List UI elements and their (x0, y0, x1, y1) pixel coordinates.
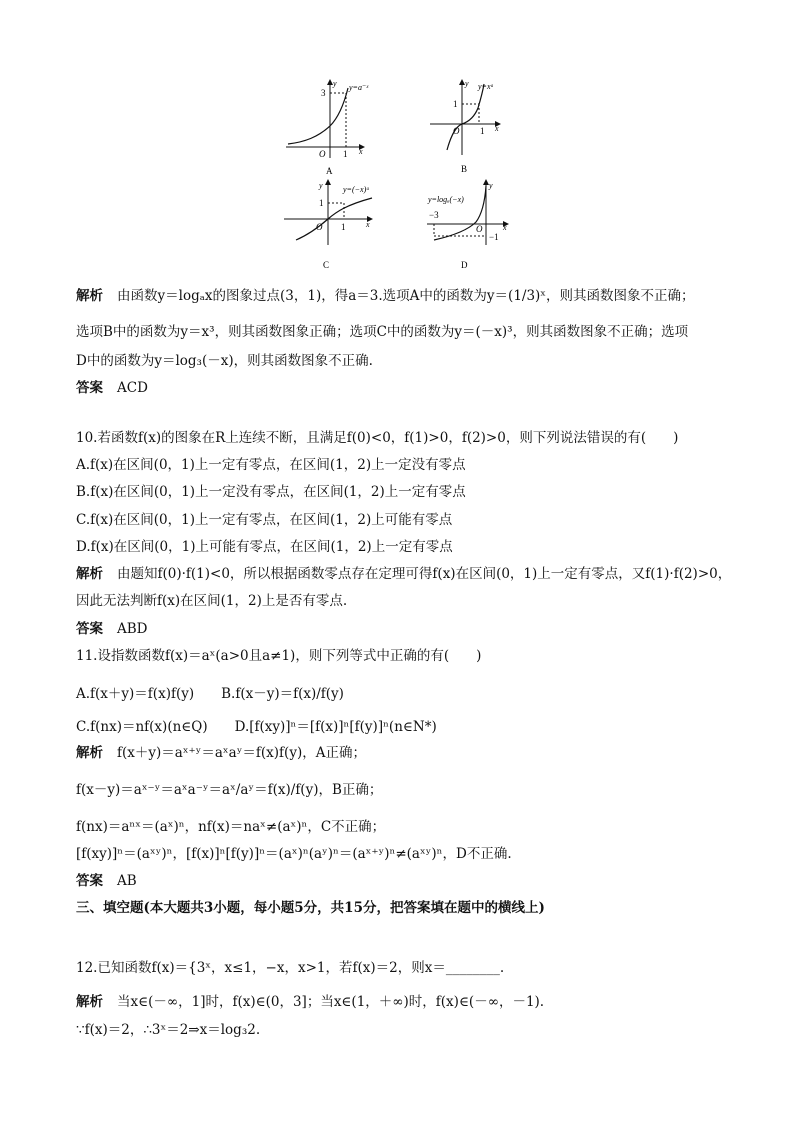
question-11-stem (76, 646, 481, 666)
answer-text: ACD (117, 380, 148, 396)
analysis-10-line-2 (76, 591, 347, 611)
graph-a-xaxis: x (359, 147, 363, 156)
answer-label: 答案 (76, 873, 103, 889)
graph-d-origin: O (476, 224, 483, 234)
analysis-text: D中的函数为y＝log₃(－x)，则其函数图象不正确. (76, 353, 373, 369)
option-text: A.f(x)在区间(0，1)上一定有零点，在区间(1，2)上一定没有零点 (76, 457, 466, 473)
curve-b (447, 84, 484, 150)
analysis-text: f(nx)＝aⁿˣ＝(aˣ)ⁿ，nf(x)＝naˣ≠(aˣ)ⁿ，C不正确； (76, 819, 386, 835)
option-text: A.f(x＋y)＝f(x)f(y) B.f(x－y)＝f(x)/f(y) (76, 686, 344, 702)
analysis-12-line-1 (76, 992, 544, 1012)
graph-b-xaxis: x (495, 124, 499, 133)
analysis-label: 解析 (76, 745, 103, 761)
analysis-11-line-3 (76, 817, 385, 837)
graph-a-origin: O (319, 149, 326, 159)
graph-c-yaxis: y (319, 181, 323, 190)
option-10-a (76, 455, 466, 475)
graph-c (284, 180, 372, 270)
option-10-b (76, 482, 466, 502)
analysis-text: ∵f(x)＝2，∴3ˣ＝2⇒x＝log₃2. (76, 1022, 261, 1038)
graph-a-curve-label: y=a⁻ˣ (349, 83, 369, 92)
analysis-text: f(x－y)＝aˣ⁻ʸ＝aˣa⁻ʸ＝aˣ/aʸ＝f(x)/f(y)，B正确； (76, 782, 383, 798)
analysis-text: [f(xy)]ⁿ＝(aˣʸ)ⁿ，[f(x)]ⁿ[f(y)]ⁿ＝(aˣ)ⁿ(aʸ)ⁿ＝(aˣ⁺ʸ)ⁿ≠(aˣʸ)ⁿ，D不正确. (76, 846, 512, 862)
analysis-text: 当x∈(－∞，1]时，f(x)∈(0，3]；当x∈(1，＋∞)时，f(x)∈(－∞，－1). (117, 994, 545, 1010)
analysis-label: 解析 (76, 288, 103, 304)
graph-a-caption: A (326, 166, 333, 176)
analysis-text: 因此无法判断f(x)在区间(1，2)上是否有零点. (76, 593, 348, 609)
option-text: D.f(x)在区间(0，1)上可能有零点，在区间(1，2)上一定有零点 (76, 539, 453, 555)
analysis-9-line-2 (76, 322, 688, 342)
analysis-11-line-2 (76, 780, 382, 800)
graph-d (427, 180, 508, 270)
answer-10 (76, 619, 148, 639)
option-text: C.f(x)在区间(0，1)上一定有零点，在区间(1，2)上可能有零点 (76, 512, 453, 528)
graph-d-curve-label: y=logₐ(−x) (428, 195, 464, 204)
graph-d-xaxis: x (503, 223, 507, 232)
curve-a (288, 88, 348, 144)
answer-label: 答案 (76, 621, 103, 637)
answer-label: 答案 (76, 380, 103, 396)
graph-a-ytick: 3 (321, 88, 326, 98)
section-text: 三、填空题(本大题共3小题，每小题5分，共15分，把答案填在题中的横线上) (76, 900, 545, 916)
graph-c-origin: O (316, 222, 323, 232)
analysis-11-line-4 (76, 844, 512, 864)
graph-b-caption: B (461, 164, 468, 174)
graph-c-curve-label: y=(−x)ᵃ (343, 185, 370, 194)
answer-11 (76, 871, 137, 891)
analysis-text: 由函数y＝logₐx的图象过点(3，1)，得a＝3.选项A中的函数为y＝(1/3)ˣ，则其函数图象不正确； (117, 288, 695, 304)
analysis-text: 由题知f(0)·f(1)<0，所以根据函数零点存在定理可得f(x)在区间(0，1)上一定有零点，又f(1)·f(2)>0， (117, 566, 732, 582)
question-text: 12.已知函数f(x)＝{3ˣ，x≤1，−x，x>1，若f(x)＝2，则x＝________. (76, 960, 505, 976)
graph-a-yaxis: y (333, 79, 337, 88)
analysis-label: 解析 (76, 994, 103, 1010)
options-11-ab (76, 684, 344, 704)
graph-d-ytick2: −1 (489, 232, 499, 242)
graph-c-ytick: 1 (319, 198, 324, 208)
question-text: 10.若函数f(x)的图象在R上连续不断，且满足f(0)<0，f(1)>0，f(2)>0，则下列说法错误的有( ) (76, 430, 679, 446)
graph-b-curve-label: y=xᵃ (478, 82, 494, 91)
option-10-d (76, 537, 453, 557)
graph-c-xtick: 1 (341, 222, 346, 232)
answer-9 (76, 378, 148, 398)
analysis-10-line-1 (76, 564, 731, 584)
graph-c-caption: C (323, 260, 330, 270)
analysis-9-line-3 (76, 351, 373, 371)
analysis-11-line-1 (76, 743, 366, 763)
answer-text: AB (117, 873, 137, 889)
graph-b-yaxis: y (465, 79, 469, 88)
graph-a-xtick: 1 (343, 149, 348, 159)
graph-b-origin: O (453, 126, 460, 136)
question-text: 11.设指数函数f(x)＝aˣ(a>0且a≠1)，则下列等式中正确的有( ) (76, 648, 482, 664)
graph-d-caption: D (461, 260, 468, 270)
graph-b-xtick: 1 (480, 126, 485, 136)
question-10-stem (76, 428, 678, 448)
option-graphs (0, 0, 794, 280)
graph-b-ytick: 1 (453, 99, 458, 109)
analysis-label: 解析 (76, 566, 103, 582)
graph-d-xtick: −3 (429, 210, 439, 220)
section-heading-fill-in (76, 898, 545, 918)
analysis-text: f(x＋y)＝aˣ⁺ʸ＝aˣaʸ＝f(x)f(y)，A正确； (117, 745, 366, 761)
analysis-12-line-2 (76, 1020, 260, 1040)
analysis-9-line-1 (76, 286, 695, 306)
graph-d-yaxis: y (489, 181, 493, 190)
question-12-stem (76, 958, 504, 978)
option-10-c (76, 510, 452, 530)
options-11-cd (76, 717, 437, 737)
graph-a (286, 79, 369, 176)
option-text: B.f(x)在区间(0，1)上一定没有零点，在区间(1，2)上一定有零点 (76, 484, 466, 500)
analysis-text: 选项B中的函数为y＝x³，则其函数图象正确；选项C中的函数为y＝(－x)³，则其函数图象不正确；选项 (76, 324, 689, 340)
answer-text: ABD (117, 621, 148, 637)
option-text: C.f(nx)＝nf(x)(n∈Q) D.[f(xy)]ⁿ＝[f(x)]ⁿ[f(y)]ⁿ(n∈N*) (76, 719, 437, 735)
graph-b (430, 79, 500, 174)
graph-c-xaxis: x (366, 220, 370, 229)
